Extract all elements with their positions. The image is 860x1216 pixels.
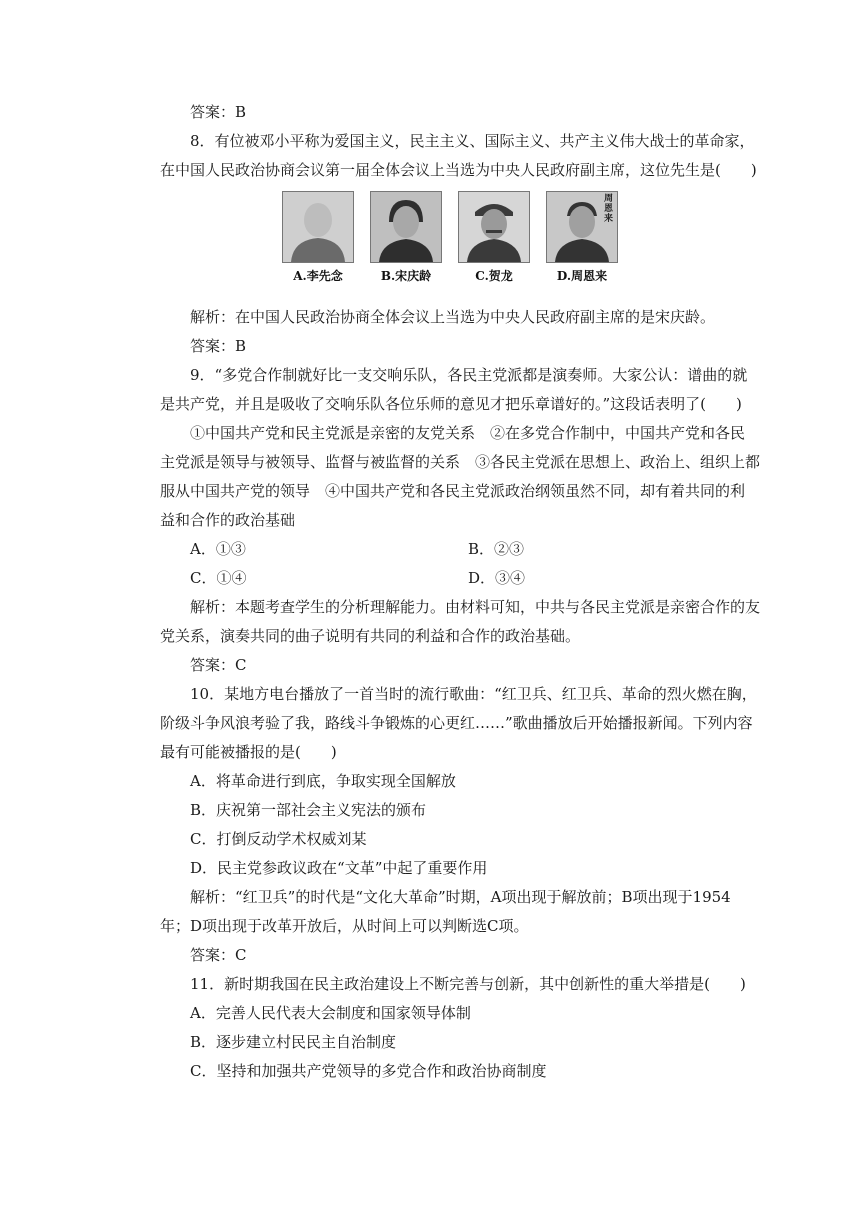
person-silhouette-icon [371,192,441,262]
option-a: A．完善人民代表大会制度和国家领导体制 [190,1004,471,1022]
statement-line: 主党派是领导与被领导、监督与被监督的关系 ③各民主党派在思想上、政治上、组织上都 [160,453,761,471]
analysis-line: 年；D项出现于改革开放后，从时间上可以判断选C项。 [160,917,529,935]
option-d: D．③④ [468,569,526,587]
statement-line: 益和合作的政治基础 [160,511,296,529]
answer-line: 答案：C [190,656,247,674]
portrait-photo [458,191,530,263]
document-content [160,98,761,1086]
portrait-photo [282,191,354,263]
question-text-line: 8．有位被邓小平称为爱国主义，民主主义、国际主义、共产主义伟大战士的革命家， [190,132,755,150]
analysis-line: 解析：在中国人民政治协商全体会议上当选为中央人民政府副主席的是宋庆龄。 [190,308,716,326]
option-c: C．①④ [190,569,247,587]
option-b: B．逐步建立村民民主自治制度 [190,1033,397,1051]
question-text-line: 11．新时期我国在民主政治建设上不断完善与创新，其中创新性的重大举措是( ) [190,975,746,993]
answer-line: 答案：B [190,103,247,121]
portrait-option-a [282,191,354,299]
option-b: B．庆祝第一部社会主义宪法的颁布 [190,801,427,819]
question-text-line: 最有可能被播报的是( ) [160,743,337,761]
question-text-line: 在中国人民政治协商会议第一届全体会议上当选为中央人民政府副主席，这位先生是( ) [160,161,757,179]
statement-line: 服从中国共产党的领导 ④中国共产党和各民主党派政治纲领虽然不同，却有着共同的利 [160,482,746,500]
analysis-line: 解析：本题考查学生的分析理解能力。由材料可知，中共与各民主党派是亲密合作的友 [190,598,761,616]
question-text-line: 9．“多党合作制就好比一支交响乐队，各民主党派都是演奏师。大家公认：谱曲的就 [190,366,748,384]
option-c: C．打倒反动学术权威刘某 [190,830,367,848]
option-a: A．①③ [190,540,246,558]
option-row [160,564,740,593]
portrait-photo [546,191,618,263]
question-text-line: 是共产党，并且是吸收了交响乐队各位乐师的意见才把乐章谱好的。”这段话表明了( ) [160,395,742,413]
option-row [160,535,740,564]
option-d: D．民主党参政议政在“文革”中起了重要作用 [190,859,488,877]
analysis-line: 解析：“红卫兵”的时代是“文化大革命”时期，A项出现于解放前；B项出现于1954 [190,888,731,906]
portrait-caption: D.周恩来 [556,269,608,283]
portrait-name-overlay: 周恩来 [604,194,614,224]
question-8 [160,127,757,185]
portrait-option-b [370,191,442,299]
question-9 [160,361,761,680]
option-b: B．②③ [468,540,525,558]
option-a: A．将革命进行到底，争取实现全国解放 [190,772,456,790]
portrait-photo [370,191,442,263]
question-10 [160,680,757,970]
portrait-caption: C.贺龙 [475,269,513,283]
analysis-line: 党关系，演奏共同的曲子说明有共同的利益和合作的政治基础。 [160,627,581,645]
portrait-option-c [458,191,530,299]
answer-line: 答案：C [190,946,247,964]
question-text-line: 阶级斗争风浪考验了我，路线斗争锻炼的心更红……”歌曲播放后开始播报新闻。下列内容 [160,714,753,732]
question-11 [160,970,746,1086]
person-silhouette-icon [459,192,529,262]
portrait-caption: A.李先念 [293,269,343,283]
answer-line: 答案：B [190,337,247,355]
statement-line: ①中国共产党和民主党派是亲密的友党关系 ②在多党合作制中，中国共产党和各民 [190,424,746,442]
portrait-option-d [546,191,618,299]
option-c: C．坚持和加强共产党领导的多党合作和政治协商制度 [190,1062,547,1080]
question-text-line: 10．某地方电台播放了一首当时的流行歌曲：“红卫兵、红卫兵、革命的烈火燃在胸， [190,685,757,703]
portrait-options [160,191,740,299]
person-silhouette-icon [283,192,353,262]
portrait-caption: B.宋庆龄 [380,269,432,283]
